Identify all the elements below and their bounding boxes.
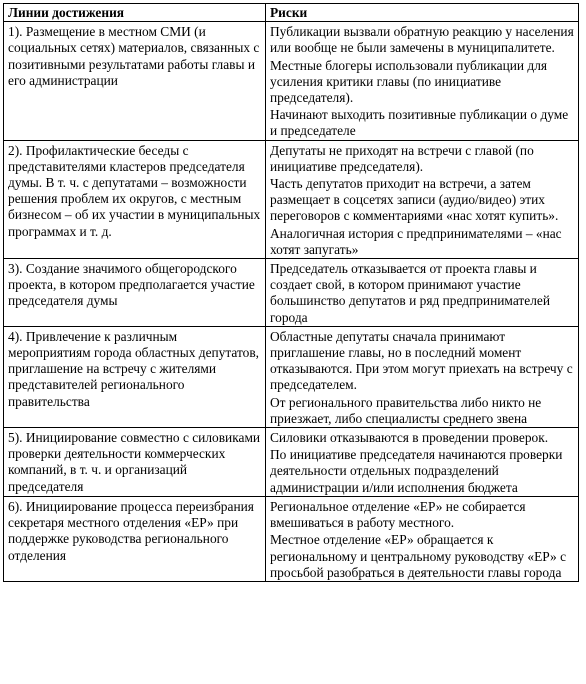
risk-item: Публикации вызвали обратную реакцию у населения или вообще не были замечены в муниципалитете. xyxy=(270,24,574,56)
table-row xyxy=(4,326,579,427)
line-cell: 6). Инициирование процесса переизбрания секретаря местного отделения «ЕР» при поддержке руководства регионального отделения xyxy=(4,496,266,581)
risks-cell xyxy=(266,496,579,581)
risks-cell xyxy=(266,259,579,327)
table-row xyxy=(4,496,579,581)
table-row xyxy=(4,428,579,497)
risks-cell xyxy=(266,22,579,140)
line-cell: 5). Инициирование совместно с силовиками проверки деятельности коммерческих компаний, в т. ч. и организаций председателя xyxy=(4,428,266,497)
risk-item: Депутаты не приходят на встречи с главой (по инициативе председателя). xyxy=(270,142,534,174)
table-row xyxy=(4,259,579,327)
risk-item: От регионального правительства либо никто не приезжает, либо специалисты среднего звена xyxy=(270,394,542,426)
risks-cell xyxy=(266,428,579,497)
table-row xyxy=(4,22,579,140)
header-lines: Линии достижения xyxy=(4,4,266,22)
risk-item: Силовики отказываются в проведении проверок. xyxy=(270,430,549,446)
risk-item: Председатель отказывается от проекта главы и создает свой, в котором принимают участие большинство депутатов и ряд предпринимателей города xyxy=(270,261,550,325)
risk-item: Начинают выходить позитивные публикации о думе и председателе xyxy=(270,107,569,139)
table-row xyxy=(4,140,579,258)
risk-item: Часть депутатов приходит на встречи, а затем размещает в соцсетях записи (аудио/видео) этих переговоров с комментариями «нас хотят купить». xyxy=(270,176,559,224)
table-header-row xyxy=(4,4,579,22)
line-cell: 4). Привлечение к различным мероприятиям города областных депутатов, приглашение на встречу с жителями представителей регионального правительства xyxy=(4,326,266,427)
risk-item: Местное отделение «ЕР» обращается к региональному и центральному руководству «ЕР» с просьбой разобраться в деятельности главы города xyxy=(270,532,567,580)
header-risks: Риски xyxy=(266,4,579,22)
risk-item: Региональное отделение «ЕР» не собирается вмешиваться в работу местного. xyxy=(270,498,526,531)
risk-item: Местные блогеры использовали публикации для усиления критики главы (по инициативе председателя). xyxy=(270,57,548,106)
risk-item: По инициативе председателя начинаются проверки деятельности отдельных подразделений администрации и/или исполнения бюджета xyxy=(270,447,563,495)
risks-cell xyxy=(266,326,579,427)
line-cell: 3). Создание значимого общегородского проекта, в котором предполагается участие председателя думы xyxy=(4,259,266,327)
line-cell: 1). Размещение в местном СМИ (и социальных сетях) материалов, связанных с позитивными результатами работы главы и его администрации xyxy=(4,22,266,140)
risk-item: Аналогичная история с предпринимателями – «нас хотят запугать» xyxy=(270,225,562,257)
risks-cell xyxy=(266,140,579,258)
risk-table xyxy=(3,3,579,582)
risk-item: Областные депутаты сначала принимают приглашение главы, но в последний момент отказываются. При этом могут приехать на встречу с председателем. xyxy=(270,328,573,393)
line-cell: 2). Профилактические беседы с представителями кластеров председателя думы. В т. ч. с депутатами – возможности решения проблем их округов, с местным бизнесом – об их участии в муниципальных программах и т. д. xyxy=(4,140,266,258)
